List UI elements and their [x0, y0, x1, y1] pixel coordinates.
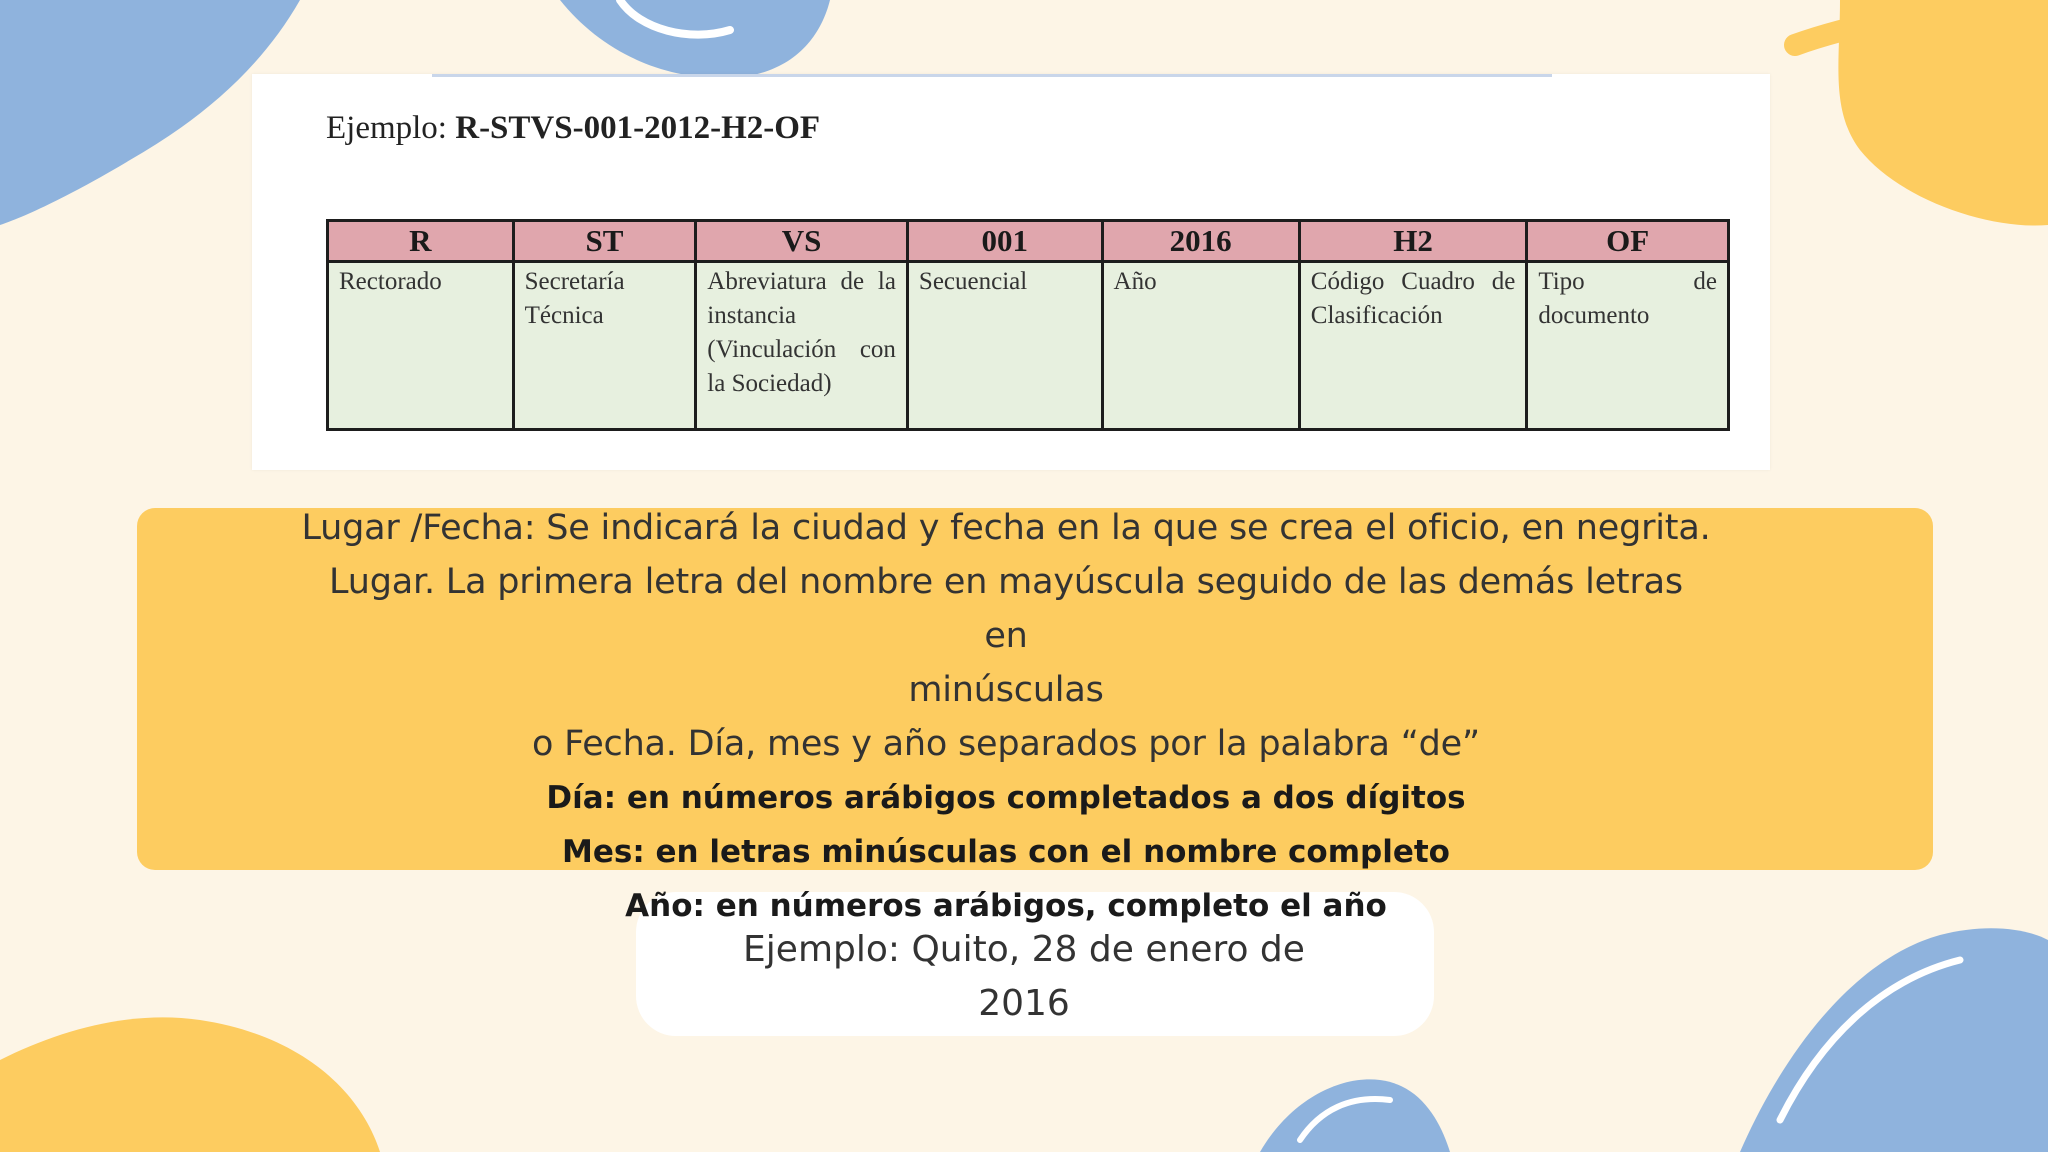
- blue-blob-bottom-right: [1740, 928, 2048, 1152]
- table-header-cell: 2016: [1102, 221, 1299, 262]
- table-cell: Secretaría Técnica: [513, 262, 696, 430]
- table-header-cell: 001: [907, 221, 1102, 262]
- bullet-item-dia: [0, 771, 2012, 825]
- blue-blob-bottom-center: [1260, 1079, 1450, 1152]
- bullet-text: Año: en números arábigos, completo el año: [625, 888, 1387, 924]
- table-cell: Secuencial: [907, 262, 1102, 430]
- table-cell: Tipo de documento: [1527, 262, 1729, 430]
- bullet-text: Mes: en letras minúsculas con el nombre completo: [562, 834, 1450, 870]
- table-header-cell: VS: [696, 221, 908, 262]
- table-header-cell: H2: [1299, 221, 1527, 262]
- text-line: en: [984, 616, 1028, 656]
- example-label: Ejemplo:: [326, 110, 447, 146]
- blue-blob-top-center: [560, 0, 830, 78]
- example-box-line: 2016: [978, 983, 1070, 1024]
- document-scan-card: [252, 74, 1770, 470]
- table-cell: Rectorado: [328, 262, 514, 430]
- document-top-rule: [432, 74, 1552, 77]
- table-header-row: [328, 221, 1729, 262]
- text-line: minúsculas: [908, 670, 1104, 710]
- example-code: R-STVS-001-2012-H2-OF: [455, 110, 821, 146]
- table-row: [328, 262, 1729, 430]
- table-header-cell: R: [328, 221, 514, 262]
- bullet-item-mes: [0, 825, 2012, 879]
- table-cell: Año: [1102, 262, 1299, 430]
- code-breakdown-table: [326, 219, 1730, 431]
- example-box-line: Ejemplo: Quito, 28 de enero de: [743, 929, 1305, 970]
- text-line: o Fecha. Día, mes y año separados por la palabra “de”: [532, 724, 1480, 764]
- table-header-cell: OF: [1527, 221, 1729, 262]
- table-cell: Código Cuadro de Clasificación: [1299, 262, 1527, 430]
- table-cell: Abreviatura de la instancia (Vinculación con la Sociedad): [696, 262, 908, 430]
- bullet-text: Día: en números arábigos completados a dos dígitos: [546, 780, 1466, 816]
- text-line: Lugar /Fecha: Se indicará la ciudad y fecha en la que se crea el oficio, en negrita.: [301, 508, 1711, 548]
- document-example-line: [326, 110, 820, 147]
- explanation-text: [0, 501, 2012, 933]
- table-header-cell: ST: [513, 221, 696, 262]
- example-box-text: [636, 923, 1412, 1031]
- text-line: Lugar. La primera letra del nombre en mayúscula seguido de las demás letras: [329, 562, 1683, 602]
